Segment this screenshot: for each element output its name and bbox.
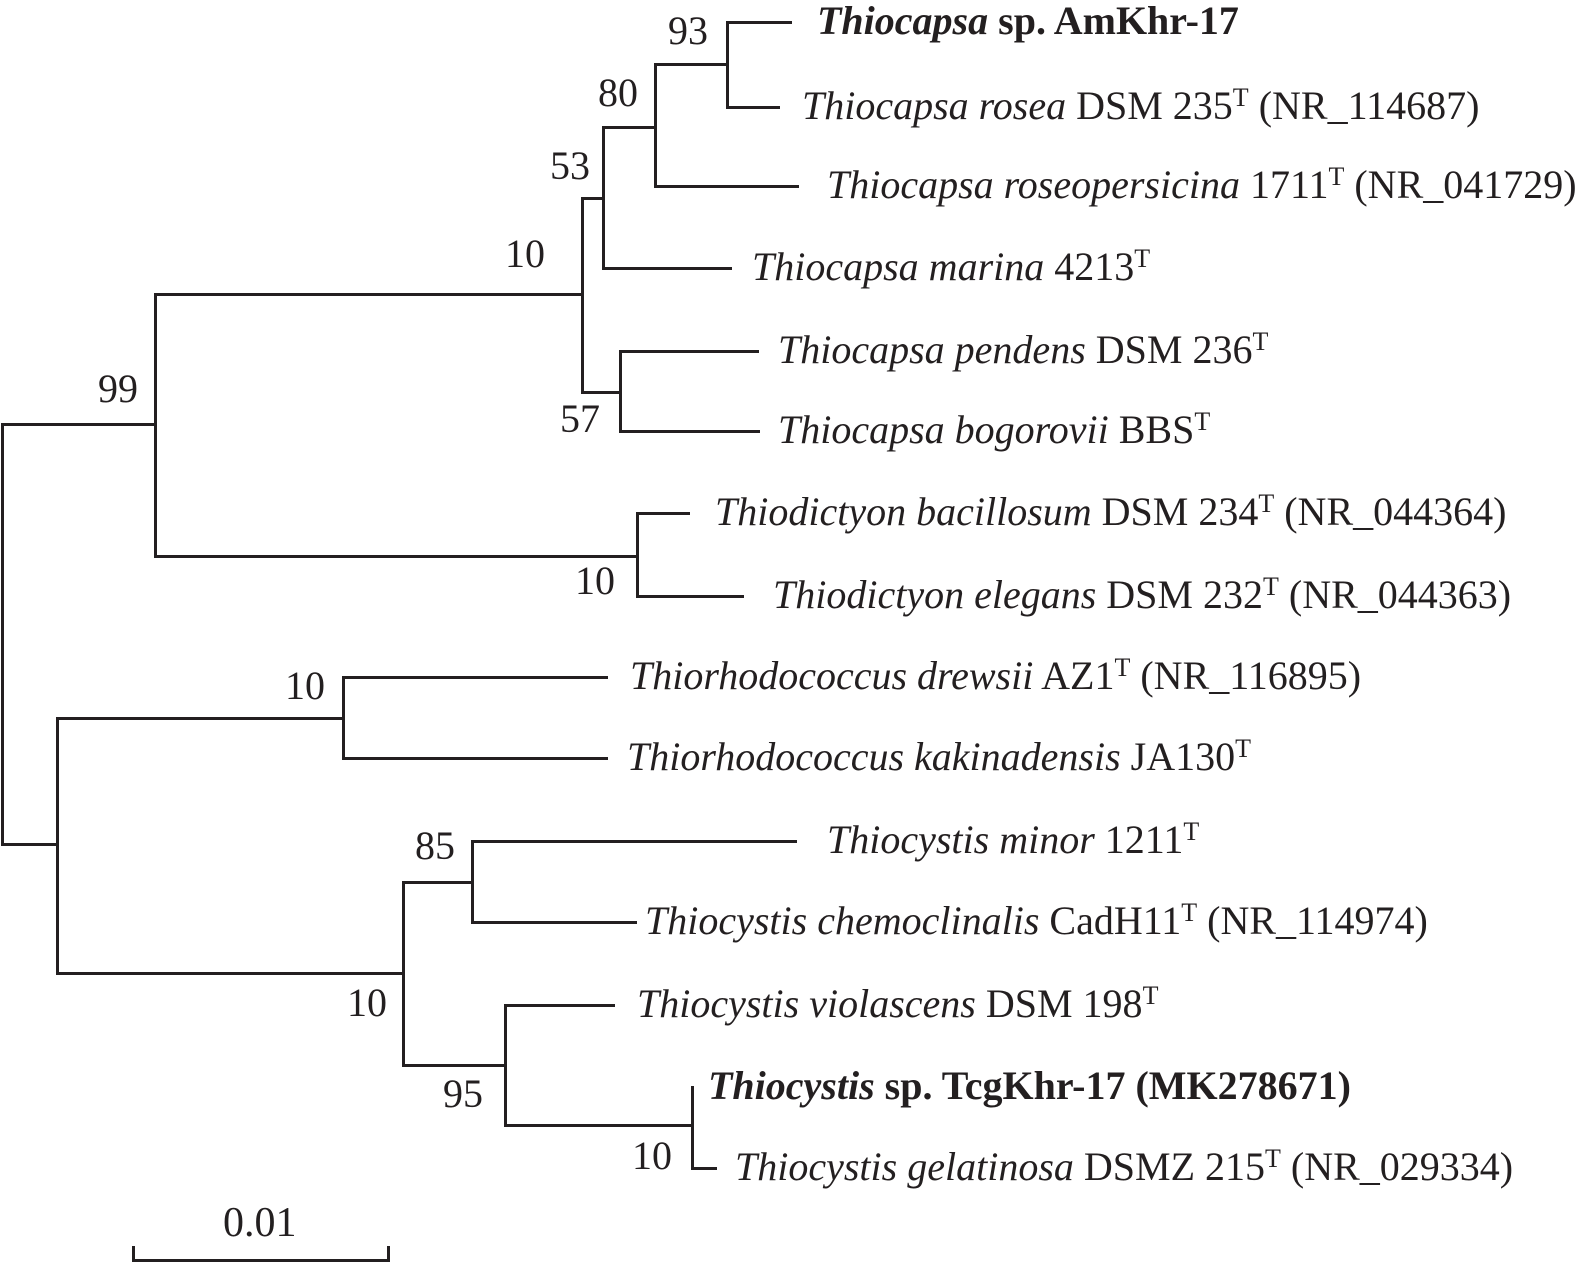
bootstrap-value: 53 [550,143,590,188]
taxon-label-part: 1711 [1239,162,1329,207]
type-strain-superscript: T [1232,83,1249,112]
taxon-label-part: DSM 234 [1091,489,1259,534]
branch-57-to-pendens [619,350,759,353]
branch-root-to-99 [1,423,157,426]
taxon-label-part: (NR_116895) [1130,653,1362,698]
connector-node-10-thiocapsa [581,197,584,394]
branch-53-to-marina [602,267,732,270]
taxon-label-part: Thiocapsa bogorovii [778,407,1109,452]
taxon-label [715,490,1506,534]
taxon-label-part: Thiocystis chemoclinalis [645,898,1040,943]
branch-99-to-thiodictyon [154,555,639,558]
taxon-label-part: (NR_044363) [1278,572,1512,617]
connector-node-57 [619,350,622,433]
branch-53-to-80 [602,126,657,129]
connector-node-10-gelatinosa [691,1086,694,1170]
bootstrap-value: 85 [415,823,455,868]
bootstrap-value: 93 [668,8,708,53]
taxon-label-part: DSM 235 [1066,83,1233,128]
taxon-label [708,1064,1351,1108]
bootstrap-value: 10 [632,1133,672,1178]
taxon-label [827,818,1199,862]
branch-80-to-roseopersicina [654,185,799,188]
taxon-label-part: Thiocystis minor [827,817,1095,862]
bootstrap-value: 10 [285,663,325,708]
taxon-label-part: Thiocystis violascens [637,981,976,1026]
branch-85-to-minor [471,840,797,843]
taxon-label [627,735,1251,779]
connector-node-lower [56,717,59,975]
branch-93-to-amkhr17 [726,21,792,24]
taxon-label-part: 1211 [1094,817,1184,862]
taxon-label [752,245,1150,289]
taxon-label [637,982,1158,1026]
taxon-label-part: Thiocapsa rosea [802,83,1067,128]
scale-bar-left-tick [132,1246,135,1262]
bootstrap-value: 95 [443,1071,483,1116]
type-strain-superscript: T [1265,1144,1281,1173]
branch-80-to-93 [654,63,729,66]
connector-node-10-thiorhodococcus [342,676,345,760]
taxon-label-part: Thiocapsa [817,0,989,43]
type-strain-superscript: T [1194,407,1211,436]
taxon-label [735,1145,1513,1189]
branch-10-to-57 [581,391,622,394]
branch-57-to-bogorovii [619,430,760,433]
bootstrap-value: 10 [347,980,387,1025]
taxon-label [778,408,1210,452]
taxon-label-part: DSMZ 215 [1073,1144,1266,1189]
type-strain-superscript: T [1134,244,1151,273]
branch-10-to-elegans [636,595,744,598]
taxon-label-part: Thiocapsa marina [752,244,1045,289]
taxon-label-part: sp. AmKhr-17 [988,0,1239,43]
taxon-label-part: BBS [1108,407,1195,452]
connector-node-95 [504,1004,507,1127]
type-strain-superscript: T [1235,734,1251,763]
taxon-label [827,163,1577,207]
taxon-label-part: Thiocapsa roseopersicina [827,162,1240,207]
branch-10-to-85 [402,881,474,884]
connector-node-10-thiocystis [402,881,405,1067]
taxon-label [802,84,1479,128]
branch-93-to-rosea [726,106,780,109]
bootstrap-value: 80 [598,70,638,115]
taxon-label-part: Thiodictyon elegans [773,572,1097,617]
connector-node-85 [471,840,474,924]
type-strain-superscript: T [1183,817,1200,846]
type-strain-superscript: T [1252,327,1269,356]
branch-10-to-bacillosum [636,512,690,515]
branch-85-to-chemoclinalis [471,921,637,924]
type-strain-superscript: T [1142,981,1159,1010]
branch-10-to-95 [402,1064,507,1067]
type-strain-superscript: T [1114,653,1131,682]
branch-95-to-tcgkhr-pair [504,1124,694,1127]
connector-node-53 [602,126,605,270]
taxon-label-part: Thiorhodococcus kakinadensis [627,734,1121,779]
taxon-label-part: Thiodictyon bacillosum [715,489,1092,534]
taxon-label [645,899,1428,943]
taxon-label-part: sp. TcgKhr-17 (MK278671) [874,1063,1351,1108]
taxon-label-part: AZ1 [1033,653,1115,698]
type-strain-superscript: T [1258,489,1275,518]
branch-lower-to-thiorhodococcus [56,717,345,720]
taxon-label-part: (NR_114687) [1248,83,1480,128]
taxon-label-part: (NR_041729) [1344,162,1577,207]
connector-root-spine [1,423,4,846]
taxon-label [773,573,1511,617]
taxon-label-part: DSM 198 [975,981,1143,1026]
branch-lower-to-thiocystis [56,972,405,975]
branch-root-to-lower [1,843,59,846]
connector-node-99 [154,293,157,558]
branch-10-to-kakinadensis [342,757,608,760]
scale-bar-line [132,1259,390,1262]
taxon-label-part: Thiocapsa pendens [778,327,1086,372]
taxon-label [630,654,1361,698]
bootstrap-value: 99 [98,366,138,411]
scale-bar-right-tick [387,1246,390,1262]
branch-10-to-drewsii [342,676,608,679]
taxon-label-part: Thiorhodococcus drewsii [630,653,1034,698]
type-strain-superscript: T [1181,898,1198,927]
taxon-label-part: Thiocystis [708,1063,875,1108]
taxon-label-part: 4213 [1044,244,1135,289]
taxon-label-part: JA130 [1120,734,1236,779]
type-strain-superscript: T [1328,162,1345,191]
taxon-label [778,328,1268,372]
taxon-label-part: (NR_029334) [1280,1144,1514,1189]
taxon-label-part: (NR_044364) [1274,489,1507,534]
bootstrap-value: 10 [575,558,615,603]
branch-10-to-gelatinosa [691,1167,717,1170]
connector-node-93 [726,21,729,109]
scale-bar-label: 0.01 [223,1200,297,1246]
taxon-label-part: Thiocystis gelatinosa [735,1144,1074,1189]
connector-node-10-thiodictyon [636,512,639,598]
taxon-label-part: (NR_114974) [1197,898,1428,943]
bootstrap-value: 10 [505,231,545,276]
type-strain-superscript: T [1262,572,1279,601]
taxon-label-part: DSM 236 [1085,327,1253,372]
branch-99-to-thiocapsa-core [154,293,584,296]
bootstrap-value: 57 [560,396,600,441]
taxon-label-part: CadH11 [1039,898,1182,943]
taxon-label [817,0,1239,43]
taxon-label-part: DSM 232 [1096,572,1263,617]
branch-95-to-violascens [504,1004,615,1007]
connector-node-80 [654,63,657,188]
